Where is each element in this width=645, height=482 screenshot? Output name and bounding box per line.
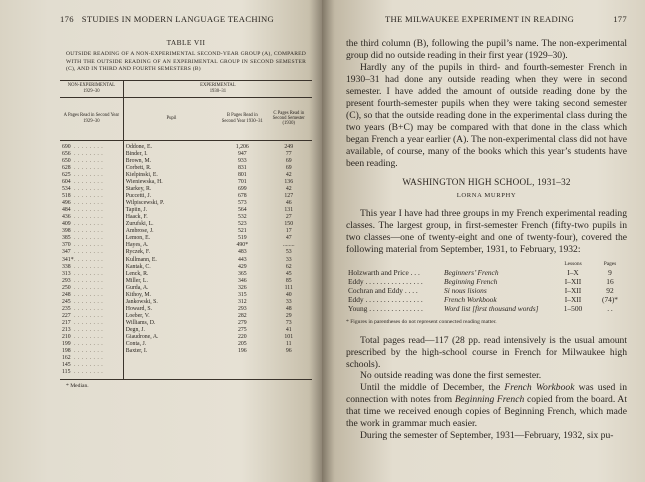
- material-lessons: I–XII: [564, 277, 582, 287]
- cell-pages-c: 85: [285, 277, 292, 284]
- cell-pages-b: 678: [237, 193, 247, 200]
- cell-pages-c: 45: [285, 270, 292, 277]
- left-page-number: 176: [60, 14, 74, 24]
- table-row: [60, 221, 312, 228]
- paragraph: Until the middle of December, the French Workbook was used in connection with notes from Beginning French copied from the board. At that time we received enough copies of Beginning French, which made the work in grammar much easier.: [346, 382, 628, 430]
- table-row: [60, 242, 312, 249]
- cell-pages-b: 933: [237, 157, 247, 164]
- paragraph: This year I have had three groups in my French experimental reading classes. The largest group, in first-semester French (fifty-two pupils in two classes—one of twenty-eight and one of twenty-four), covered the following material from September, 1931, to February, 1932:: [346, 208, 627, 256]
- material-pages: 16: [606, 277, 614, 287]
- table-row: [60, 228, 312, 235]
- table-body: [60, 140, 312, 380]
- header-col-a: A Pages Read in Second Year 1929–30: [60, 97, 123, 140]
- cell-pupil: Wilpiscewski, P.: [125, 200, 165, 207]
- cell-pages-c: 69: [285, 157, 292, 164]
- cell-pages-c: 150: [284, 221, 294, 228]
- cell-pages-b: 521: [237, 228, 247, 235]
- cell-pupil: Hayes, A.: [125, 242, 149, 249]
- cell-pages-c: 127: [284, 193, 294, 200]
- table-row: [60, 306, 312, 313]
- cell-pages-a: 199 . . . . . . . .: [60, 341, 123, 348]
- cell-pages-c: 73: [285, 319, 292, 326]
- material-author: Eddy . . . . . . . . . . . . . . . .: [348, 277, 423, 287]
- cell-pages-a: 690 . . . . . . . .: [60, 140, 123, 151]
- cell-pages-a: 347 . . . . . . . .: [60, 249, 123, 256]
- cell-pages-a: 385 . . . . . . . .: [60, 235, 123, 242]
- cell-pages-b: 947: [237, 150, 247, 157]
- paragraph: Total pages read—117 (28 pp. read intensively is the usual amount prescribed by the high-school course in French for Milwaukee high schools).: [346, 334, 627, 370]
- cell-pupil: Howard, S.: [125, 305, 153, 312]
- cell-pages-a: 250 . . . . . . . .: [60, 285, 123, 292]
- cell-pages-b: 365: [237, 270, 247, 277]
- right-running-title: THE MILWAUKEE EXPERIMENT IN READING: [385, 14, 575, 24]
- cell-pages-a: 650 . . . . . . . .: [60, 158, 123, 165]
- cell-pupil: Starkey, R.: [125, 186, 152, 193]
- cell-pages-c: 111: [284, 284, 293, 291]
- cell-pupil: Lenck, R.: [125, 270, 149, 277]
- material-lessons: I–XII: [564, 294, 582, 304]
- cell-pages-a: 341*. . . . . . . .: [60, 257, 123, 264]
- left-page: [0, 0, 322, 482]
- table-row: [60, 172, 312, 179]
- cell-pages-c: 77: [285, 150, 292, 157]
- material-author: Eddy . . . . . . . . . . . . . . . .: [348, 294, 423, 304]
- cell-pupil: Oddone, E.: [125, 143, 153, 150]
- cell-pupil: Ryczek, F.: [125, 249, 151, 256]
- cell-pages-c: 249: [284, 143, 294, 150]
- cell-pages-b: 282: [237, 312, 247, 319]
- cell-pupil: Miller, L.: [125, 277, 148, 284]
- cell-pupil: Conta, J.: [125, 341, 147, 348]
- cell-pages-a: 656 . . . . . . . .: [60, 151, 123, 158]
- table-row: [60, 207, 312, 214]
- material-title: French Workbook: [444, 294, 497, 304]
- cell-pages-c: 27: [285, 214, 292, 221]
- cell-pages-a: 436 . . . . . . . .: [60, 214, 123, 221]
- material-title: Si nous lisions: [444, 285, 487, 295]
- cell-pupil: Haack, F.: [125, 214, 148, 221]
- book-title: French Workbook: [504, 382, 575, 394]
- cell-pupil: Kantak, C.: [125, 263, 151, 270]
- cell-pages-b: 699: [237, 186, 247, 193]
- cell-pages-a: 293 . . . . . . . .: [60, 278, 123, 285]
- cell-pages-b: 564: [237, 207, 247, 214]
- cell-pages-a: 235 . . . . . . . .: [60, 306, 123, 313]
- table-row: [60, 200, 312, 207]
- cell-pages-b: 312: [237, 298, 247, 305]
- right-page: [322, 0, 645, 482]
- cell-pages-a: 245 . . . . . . . .: [60, 299, 123, 306]
- cell-pages-a: 604 . . . . . . . .: [60, 179, 123, 186]
- cell-pupil: Ambrose, J.: [125, 228, 154, 235]
- cell-pages-a: 338 . . . . . . . .: [60, 264, 123, 271]
- header-col-b: B Pages Read in Second Year 1930–31: [219, 97, 265, 140]
- cell-pupil: Lemon, E.: [125, 235, 151, 242]
- table-row: [60, 235, 312, 242]
- cell-pages-b: 523: [237, 221, 247, 228]
- cell-pages-b: 701: [237, 179, 247, 186]
- cell-pupil: Giaudrone, A.: [125, 334, 159, 341]
- cell-pages-b: [219, 362, 265, 369]
- reading-table: [60, 80, 312, 381]
- table-row: [60, 355, 312, 362]
- table-row: [60, 271, 312, 278]
- cell-pages-a: 210 . . . . . . . .: [60, 334, 123, 341]
- cell-pages-c: 101: [284, 334, 294, 341]
- cell-pages-b: 205: [237, 341, 247, 348]
- material-author: Holzwarth and Price . . .: [348, 268, 420, 278]
- material-lessons: I–X: [567, 268, 579, 278]
- cell-pupil: Williams, D.: [125, 319, 156, 326]
- materials-footnote: * Figures in parentheses do not represent connected reading matter.: [346, 318, 497, 325]
- material-pages: 92: [606, 285, 614, 295]
- material-title: Beginning French: [444, 277, 498, 287]
- table-row: [60, 179, 312, 186]
- cell-pupil: Kithoy, M.: [125, 291, 152, 298]
- header-experimental: EXPERIMENTAL 1930–31: [123, 80, 312, 97]
- cell-pupil: Kielpinski, E.: [125, 171, 158, 178]
- cell-pages-a: 313 . . . . . . . .: [60, 271, 123, 278]
- paragraph: Hardly any of the pupils in third- and fourth-semester French in 1930–31 had done any outside reading when they were in second semester. I have added the amount of outside reading done by the present fourth-semester pupils when they were taking second semester (C), so that the outside reading done in the experimental class during the two years (B+C) may be compared with that done in the class which began French a year earlier (A). The non-experimental class did not have available, of course, many of the books which this year’s students have been reading.: [346, 61, 627, 169]
- cell-pages-c: [266, 369, 312, 380]
- cell-pages-b: 1,206: [235, 143, 249, 150]
- cell-pages-c: 46: [285, 200, 292, 207]
- cell-pages-c: 41: [285, 327, 292, 333]
- cell-pages-b: 315: [237, 291, 247, 298]
- material-pages: . .: [607, 303, 613, 313]
- cell-pages-a: 484 . . . . . . . .: [60, 207, 123, 214]
- material-title: Beginners’ French: [444, 268, 499, 278]
- material-author: Young . . . . . . . . . . . . . . .: [348, 303, 423, 313]
- cell-pages-a: 248 . . . . . . . .: [60, 292, 123, 299]
- cell-pages-b: 831: [237, 164, 247, 171]
- table-row: [60, 278, 312, 285]
- cell-pages-a: 162 . . . . . . . .: [60, 355, 123, 362]
- cell-pupil: Jankowski, S.: [125, 298, 158, 305]
- cell-pages-a: 625 . . . . . . . .: [60, 172, 123, 179]
- table-row: [60, 362, 312, 369]
- table-row: [60, 299, 312, 306]
- cell-pages-c: [266, 355, 312, 362]
- cell-pages-c: 29: [285, 312, 292, 319]
- table-row: [60, 151, 312, 158]
- cell-pages-c: 40: [285, 291, 292, 298]
- cell-pages-c: 53: [285, 249, 292, 256]
- cell-pupil: Wieniewska, H.: [125, 179, 163, 186]
- material-lessons: I–XII: [564, 285, 582, 295]
- cell-pages-b: 519: [237, 235, 247, 242]
- table-row: [60, 257, 312, 264]
- table-caption: OUTSIDE READING OF A NON-EXPERIMENTAL SECOND-YEAR GROUP (A), COMPARED WITH THE OUTSIDE READING OF AN EXPERIMENTAL GROUP IN SECOND SEMESTER (C), AND IN THIRD AND FOURTH SEMESTERS (B): [66, 51, 306, 73]
- cell-pages-a: 227 . . . . . . . .: [60, 313, 123, 320]
- cell-pupil: Kullmann, E.: [125, 256, 157, 263]
- cell-pupil: Tapiin, J.: [125, 207, 148, 214]
- cell-pupil: Zurufski, L.: [125, 221, 154, 228]
- table-row: [60, 334, 312, 341]
- material-author: Cochran and Eddy . . . .: [348, 285, 418, 295]
- cell-pages-c: [266, 362, 312, 369]
- cell-pupil: [123, 369, 219, 380]
- cell-pupil: Puccetti, J.: [125, 193, 152, 200]
- cell-pages-b: 573: [237, 200, 247, 207]
- cell-pupil: Gurda, A.: [125, 284, 149, 291]
- table-row: [60, 341, 312, 348]
- cell-pages-a: 217 . . . . . . . .: [60, 320, 123, 327]
- material-pages: (74)*: [601, 294, 618, 304]
- cell-pages-a: 534 . . . . . . . .: [60, 186, 123, 193]
- author-name: LORNA MURPHY: [456, 192, 517, 200]
- table-row: [60, 348, 312, 355]
- cell-pages-a: 398 . . . . . . . .: [60, 228, 123, 235]
- cell-pages-c: 11: [285, 341, 292, 348]
- cell-pages-a: 409 . . . . . . . .: [60, 221, 123, 228]
- cell-pages-a: 145 . . . . . . . .: [60, 362, 123, 369]
- cell-pages-b: 483: [237, 249, 247, 256]
- cell-pupil: Binder, I.: [125, 150, 148, 157]
- cell-pages-b: 293: [237, 305, 247, 312]
- cell-pages-b: 532: [237, 214, 247, 221]
- cell-pages-b: 275: [237, 327, 247, 333]
- table-row: [60, 292, 312, 299]
- cell-pages-c: 42: [285, 171, 292, 178]
- table-row: [60, 369, 312, 380]
- cell-pages-c: 131: [284, 207, 294, 214]
- cell-pupil: Degn, J.: [125, 327, 145, 333]
- cell-pupil: Loeber, V.: [125, 312, 150, 319]
- materials-row: [346, 305, 627, 314]
- cell-pages-c: 48: [285, 305, 292, 312]
- cell-pupil: Brown, M.: [125, 157, 152, 164]
- cell-pupil: [123, 355, 219, 362]
- table-row: [60, 313, 312, 320]
- table-row: [60, 186, 312, 193]
- cell-pages-a: 628 . . . . . . . .: [60, 165, 123, 172]
- cell-pages-b: 490*: [236, 242, 249, 249]
- table-footnote: * Median.: [66, 383, 89, 390]
- paragraph: the third column (B), following the pupil’s name. The non-experimental group did no outside reading in their first year (1929–30).: [346, 38, 627, 61]
- paragraph: During the semester of September, 1931—February, 1932, six pu-: [360, 430, 614, 442]
- table-row: [60, 214, 312, 221]
- cell-pages-a: 518 . . . . . . . .: [60, 193, 123, 200]
- cell-pages-b: 429: [237, 263, 247, 270]
- cell-pages-b: 443: [237, 256, 247, 263]
- table-row: [60, 193, 312, 200]
- table-row: [60, 165, 312, 172]
- table-row: [60, 327, 312, 334]
- cell-pages-a: 496 . . . . . . . .: [60, 200, 123, 207]
- material-pages: 9: [608, 268, 612, 278]
- cell-pages-c: 136: [284, 179, 294, 186]
- cell-pages-c: 17: [285, 228, 292, 235]
- cell-pages-a: 115 . . . . . . . .: [60, 369, 123, 380]
- materials-header-pages: Pages: [603, 261, 617, 268]
- cell-pages-b: [219, 355, 265, 362]
- table-row: [60, 285, 312, 292]
- cell-pages-a: 213 . . . . . . . .: [60, 327, 123, 334]
- paragraph: No outside reading was done the first semester.: [360, 370, 542, 382]
- cell-pages-c: 47: [285, 235, 292, 242]
- cell-pupil: [123, 362, 219, 369]
- table-row: [60, 264, 312, 271]
- table-row: [60, 249, 312, 256]
- cell-pages-c: 42: [285, 186, 292, 193]
- right-page-number: 177: [613, 14, 627, 24]
- cell-pages-b: 346: [237, 277, 247, 284]
- right-running-head: [346, 14, 627, 24]
- cell-pages-c: 62: [285, 263, 292, 270]
- cell-pages-b: 196: [237, 348, 247, 355]
- cell-pages-b: 326: [237, 284, 247, 291]
- left-running-title: STUDIES IN MODERN LANGUAGE TEACHING: [81, 14, 275, 24]
- cell-pupil: Corbett, R.: [125, 164, 152, 171]
- cell-pages-b: 801: [237, 171, 247, 178]
- cell-pages-b: 279: [237, 319, 247, 326]
- cell-pages-c: 33: [285, 298, 292, 305]
- cell-pages-c: 33: [285, 256, 292, 263]
- material-title: Word list [first thousand words]: [444, 303, 539, 313]
- body-text: [346, 38, 627, 442]
- cell-pages-a: 370 . . . . . . . .: [60, 242, 123, 249]
- material-lessons: 1–500: [563, 303, 583, 313]
- cell-pages-c: 69: [285, 164, 292, 171]
- table-row: [60, 140, 312, 151]
- left-running-head: [60, 14, 312, 24]
- materials-header-lessons: Lessons: [564, 261, 582, 268]
- header-col-pupil: Pupil: [123, 97, 219, 140]
- table-row: [60, 158, 312, 165]
- section-heading: WASHINGTON HIGH SCHOOL, 1931–32: [402, 177, 571, 188]
- header-nonexperimental: NON-EXPERIMENTAL 1929–30: [60, 80, 123, 97]
- cell-pages-a: 198 . . . . . . . .: [60, 348, 123, 355]
- materials-table: [346, 260, 627, 313]
- cell-pupil: Baxter, I.: [125, 348, 148, 355]
- table-row: [60, 320, 312, 327]
- cell-pages-c: ........: [282, 242, 295, 249]
- cell-pages-b: [219, 369, 265, 380]
- book-title: Beginning French: [454, 394, 525, 406]
- cell-pages-c: 96: [285, 348, 292, 355]
- cell-pages-b: 220: [237, 334, 247, 341]
- header-col-c: C Pages Read in Second Semester (1930): [266, 97, 312, 140]
- table-title: TABLE VII: [166, 38, 206, 47]
